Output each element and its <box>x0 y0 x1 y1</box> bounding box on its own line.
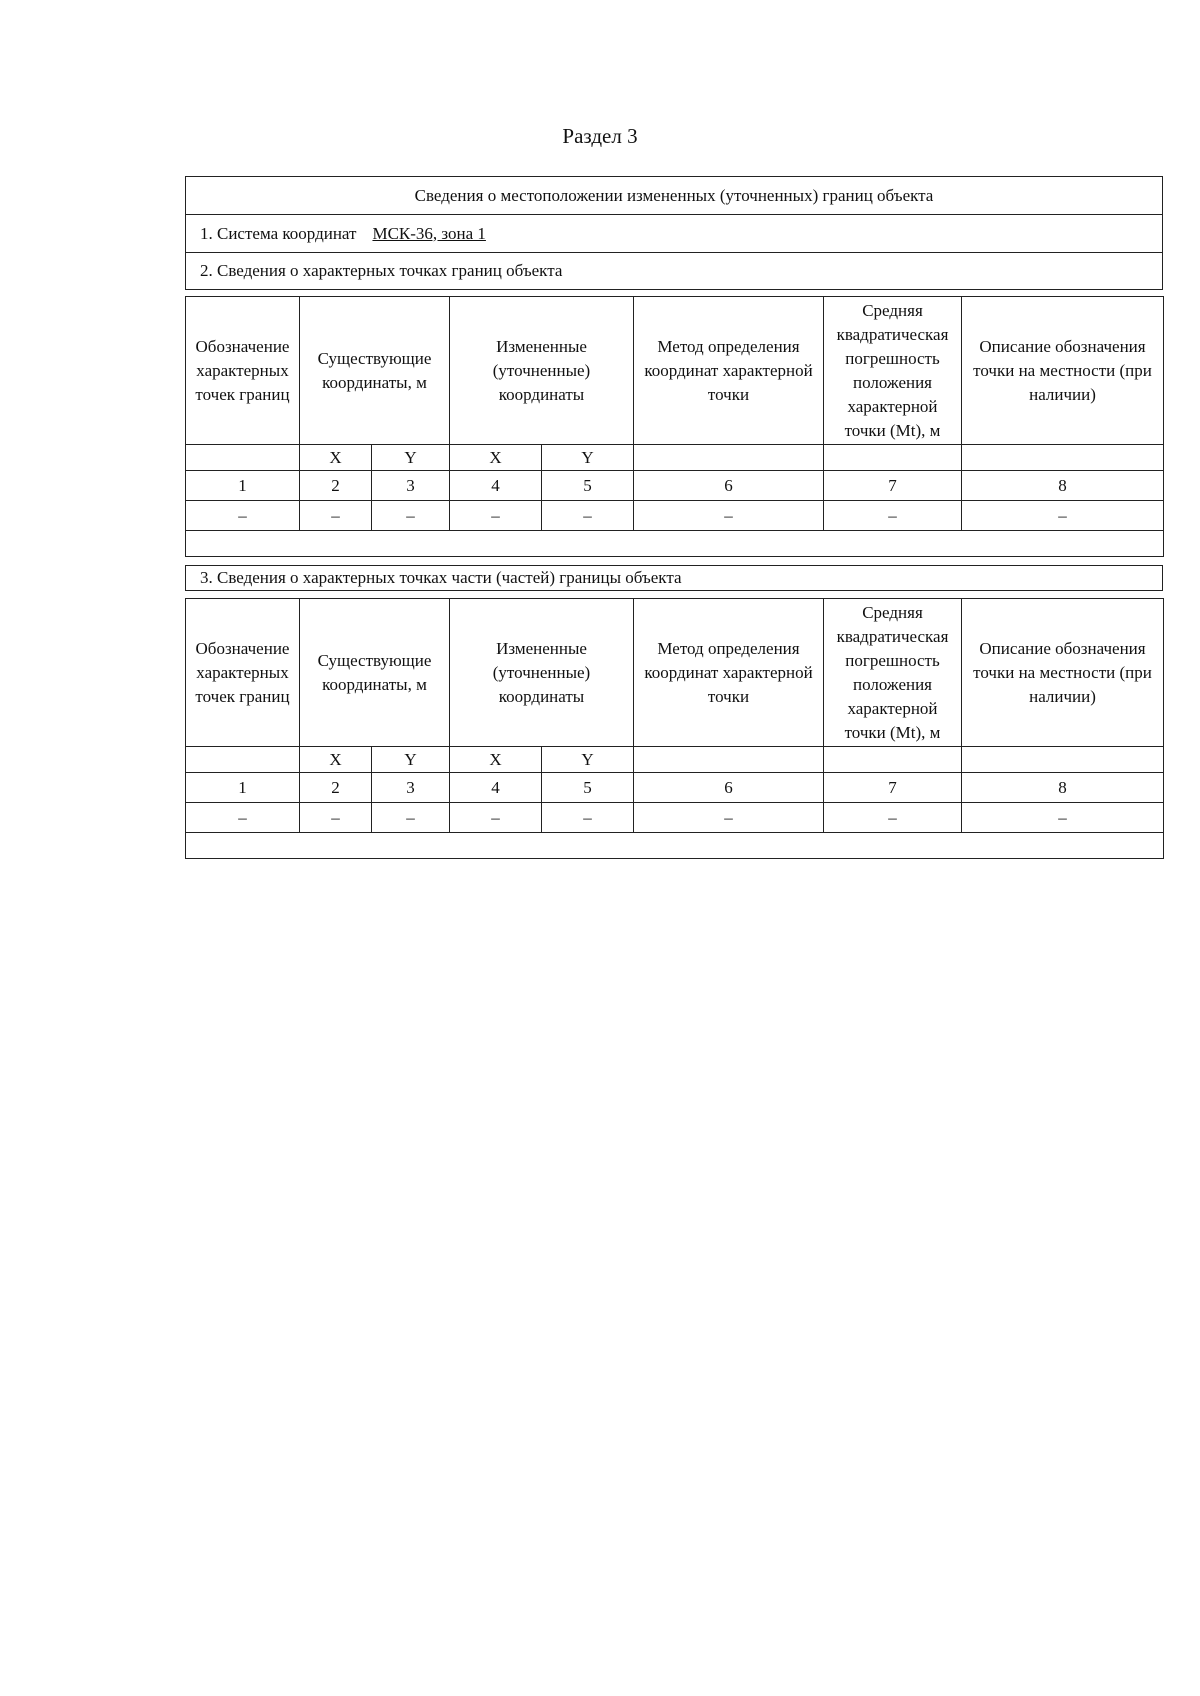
boundary-points-table <box>185 296 1164 557</box>
dash-cell: – <box>300 501 372 531</box>
changed-x-label: X <box>450 445 542 471</box>
col-designation-header: Обозначение характерных точек границ <box>186 297 300 445</box>
coord-system-row <box>186 215 1162 253</box>
col-description-header: Описание обозначения точки на местности (при наличии) <box>962 297 1164 445</box>
section3-label: 3. Сведения о характерных точках части (частей) границы объекта <box>200 568 682 587</box>
caption-text: Сведения о местоположении измененных (уточненных) границ объекта <box>414 185 934 205</box>
dash-cell: – <box>542 803 634 833</box>
empty-cell <box>186 833 1164 859</box>
section3-label-row <box>185 565 1163 591</box>
column-number: 3 <box>372 773 450 803</box>
dash-cell: – <box>450 501 542 531</box>
column-number: 6 <box>634 471 824 501</box>
column-number: 8 <box>962 471 1164 501</box>
empty-row <box>186 531 1164 557</box>
dash-cell: – <box>824 501 962 531</box>
xy-cell-empty <box>962 747 1164 773</box>
dash-row <box>186 501 1164 531</box>
dash-cell: – <box>186 803 300 833</box>
xy-cell-empty <box>186 445 300 471</box>
column-number: 7 <box>824 773 962 803</box>
xy-cell-empty <box>186 747 300 773</box>
column-number: 5 <box>542 773 634 803</box>
page-title: Раздел 3 <box>562 124 638 148</box>
col-method-header: Метод определения координат характерной точки <box>634 297 824 445</box>
col-changed-header: Измененные (уточненные) координаты <box>450 599 634 747</box>
col-error-header: Средняя квадратическая погрешность положения характерной точки (Mt), м <box>824 297 962 445</box>
changed-x-label: X <box>450 747 542 773</box>
dash-cell: – <box>962 501 1164 531</box>
xy-cell-empty <box>634 445 824 471</box>
xy-row <box>186 445 1164 471</box>
column-number: 1 <box>186 471 300 501</box>
changed-y-label: Y <box>542 445 634 471</box>
existing-x-label: X <box>300 747 372 773</box>
dash-cell: – <box>962 803 1164 833</box>
coord-system-label: 1. Система координат <box>200 223 357 243</box>
col-existing-header: Существующие координаты, м <box>300 599 450 747</box>
existing-y-label: Y <box>372 445 450 471</box>
dash-cell: – <box>372 803 450 833</box>
changed-y-label: Y <box>542 747 634 773</box>
column-number: 8 <box>962 773 1164 803</box>
empty-row <box>186 833 1164 859</box>
dash-cell: – <box>300 803 372 833</box>
column-numbers-row <box>186 773 1164 803</box>
xy-cell-empty <box>824 445 962 471</box>
coord-system-value: МСК-36, зона 1 <box>372 223 486 243</box>
col-method-header: Метод определения координат характерной точки <box>634 599 824 747</box>
points-label: 2. Сведения о характерных точках границ объекта <box>200 261 563 280</box>
dash-cell: – <box>542 501 634 531</box>
column-number: 2 <box>300 773 372 803</box>
xy-cell-empty <box>962 445 1164 471</box>
points-label-row <box>186 253 1162 289</box>
col-changed-header: Измененные (уточненные) координаты <box>450 297 634 445</box>
xy-cell-empty <box>634 747 824 773</box>
col-error-header: Средняя квадратическая погрешность положения характерной точки (Mt), м <box>824 599 962 747</box>
column-number: 5 <box>542 471 634 501</box>
dash-cell: – <box>450 803 542 833</box>
dash-cell: – <box>186 501 300 531</box>
column-number: 4 <box>450 471 542 501</box>
col-description-header: Описание обозначения точки на местности (при наличии) <box>962 599 1164 747</box>
dash-cell: – <box>372 501 450 531</box>
header-row <box>186 297 1164 445</box>
dash-row <box>186 803 1164 833</box>
column-number: 7 <box>824 471 962 501</box>
object-info-box <box>185 176 1163 290</box>
col-existing-header: Существующие координаты, м <box>300 297 450 445</box>
column-number: 4 <box>450 773 542 803</box>
col-designation-header: Обозначение характерных точек границ <box>186 599 300 747</box>
dash-cell: – <box>634 501 824 531</box>
column-number: 1 <box>186 773 300 803</box>
column-number: 2 <box>300 471 372 501</box>
column-number: 3 <box>372 471 450 501</box>
column-numbers-row <box>186 471 1164 501</box>
dash-cell: – <box>634 803 824 833</box>
xy-cell-empty <box>824 747 962 773</box>
existing-x-label: X <box>300 445 372 471</box>
empty-cell <box>186 531 1164 557</box>
dash-cell: – <box>824 803 962 833</box>
part-boundary-points-table <box>185 598 1164 859</box>
existing-y-label: Y <box>372 747 450 773</box>
xy-row <box>186 747 1164 773</box>
caption-row <box>186 177 1162 215</box>
column-number: 6 <box>634 773 824 803</box>
header-row <box>186 599 1164 747</box>
